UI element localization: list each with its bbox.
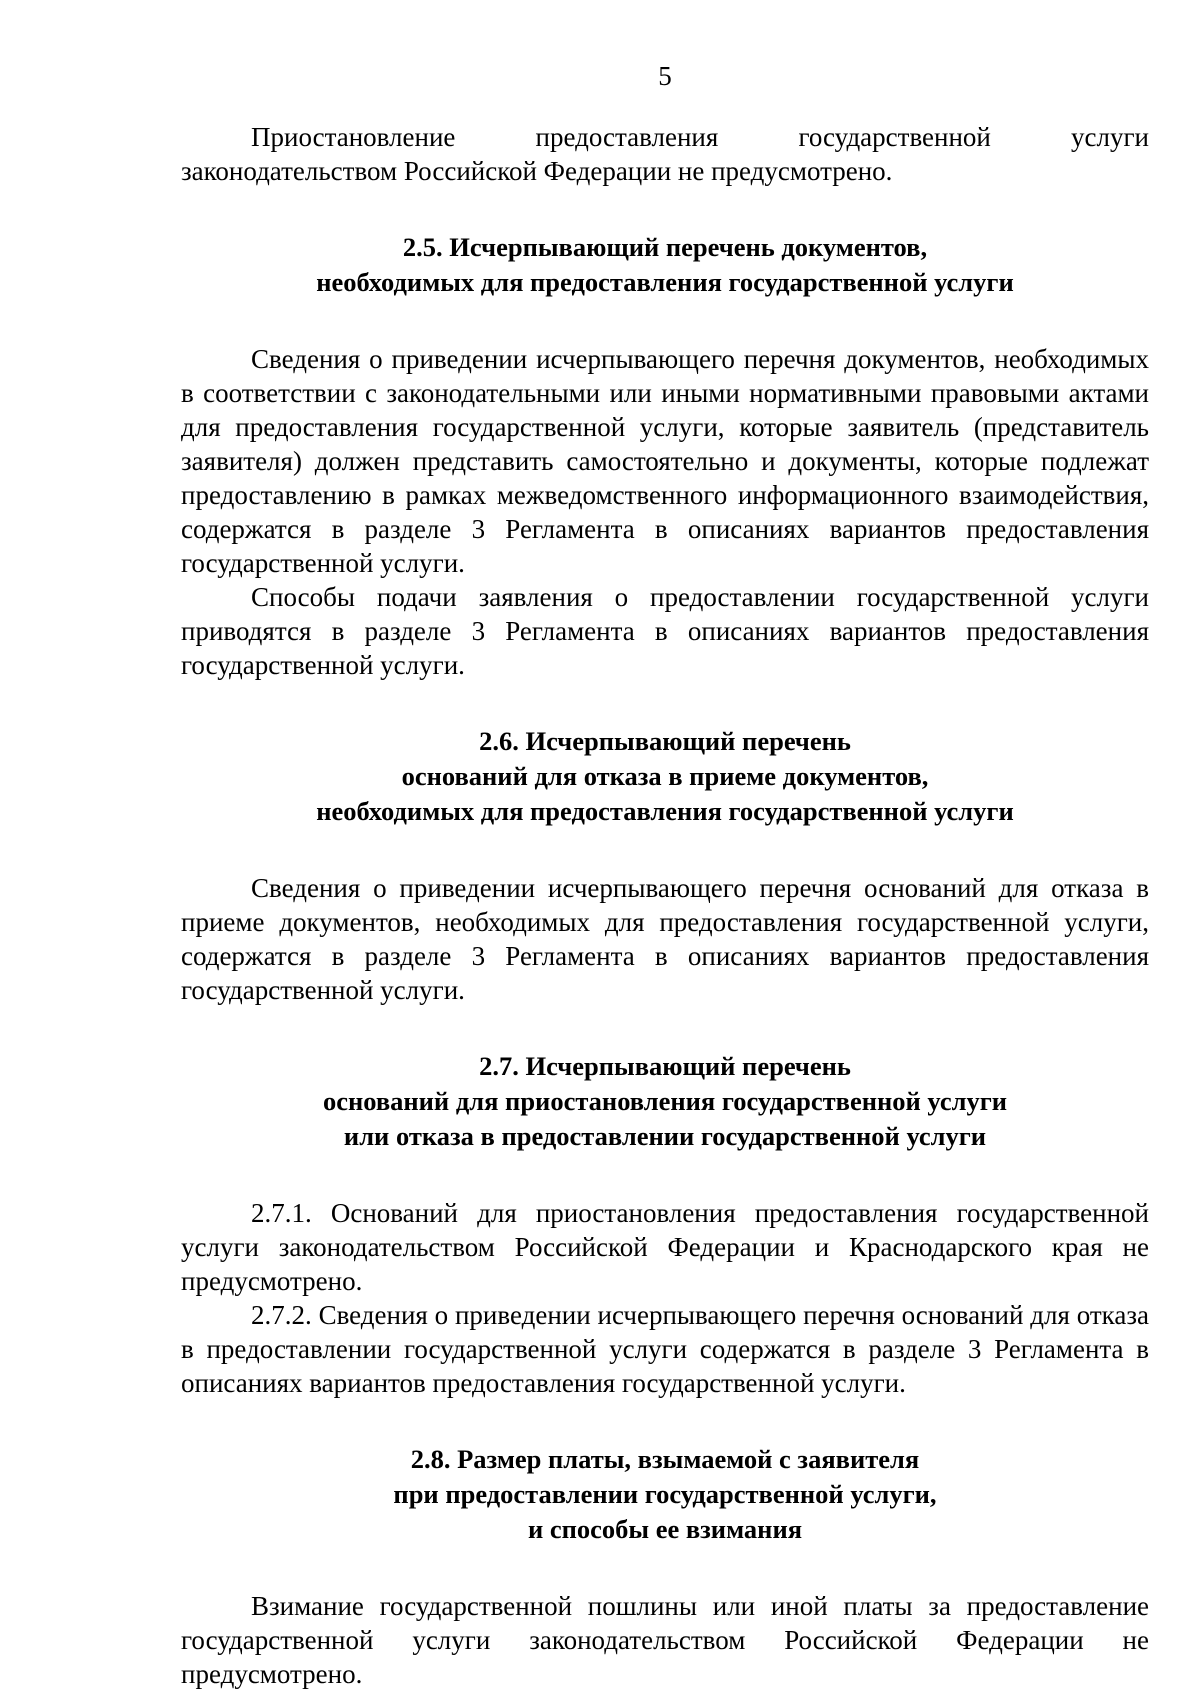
section-heading [181,230,1149,300]
heading-line: необходимых для предоставления государственной услуги [316,267,1014,297]
section-2-8 [181,1442,1149,1691]
heading-line: или отказа в предоставлении государственной услуги [343,1121,987,1151]
heading-line: 2.7. Исчерпывающий перечень [479,1051,851,1081]
section-2-6 [181,724,1149,1007]
document-page [181,60,1149,1691]
section-heading [181,1442,1149,1547]
paragraph: Взимание государственной пошлины или иной платы за предоставление государственной услуги законодательством Российской Федерации не предусмотрено. [181,1591,1149,1689]
heading-line: и способы ее взимания [527,1514,803,1544]
intro-section [181,120,1149,188]
heading-line: оснований для отказа в приеме документов, [401,761,929,791]
heading-line: при предоставлении государственной услуги, [393,1479,937,1509]
paragraph: Приостановление предоставления государственной услуги законодательством Российской Федерации не предусмотрено. [181,122,1149,186]
paragraph: 2.7.1. Оснований для приостановления предоставления государственной услуги законодательством Российской Федерации и Краснодарского края не предусмотрено. [181,1198,1149,1296]
heading-line: 2.8. Размер платы, взымаемой с заявителя [410,1444,920,1474]
page-number: 5 [658,61,672,91]
heading-line: 2.6. Исчерпывающий перечень [479,726,851,756]
paragraph: 2.7.2. Сведения о приведении исчерпывающего перечня оснований для отказа в предоставлении государственной услуги содержатся в разделе 3 Регламента в описаниях вариантов предоставления государственной услуги. [181,1300,1149,1398]
heading-line: 2.5. Исчерпывающий перечень документов, [402,232,928,262]
section-2-7 [181,1049,1149,1400]
paragraph: Способы подачи заявления о предоставлении государственной услуги приводятся в разделе 3 Регламента в описаниях вариантов предоставления государственной услуги. [181,582,1149,680]
heading-line: необходимых для предоставления государственной услуги [316,796,1014,826]
section-2-5 [181,230,1149,682]
paragraph: Сведения о приведении исчерпывающего перечня оснований для отказа в приеме документов, необходимых для предоставления государственной услуги, содержатся в разделе 3 Регламента в описаниях вариантов предоставления государственной услуги. [181,873,1149,1005]
heading-line: оснований для приостановления государственной услуги [322,1086,1008,1116]
paragraph: Сведения о приведении исчерпывающего перечня документов, необходимых в соответствии с законодательными или иными нормативными правовыми актами для предоставления государственной услуги, которые заявитель (представитель заявителя) должен представить самостоятельно и документы, которые подлежат предоставлению в рамках межведомственного информационного взаимодействия, содержатся в разделе 3 Регламента в описаниях вариантов предоставления государственной услуги. [181,344,1149,578]
section-heading [181,1049,1149,1154]
section-heading [181,724,1149,829]
